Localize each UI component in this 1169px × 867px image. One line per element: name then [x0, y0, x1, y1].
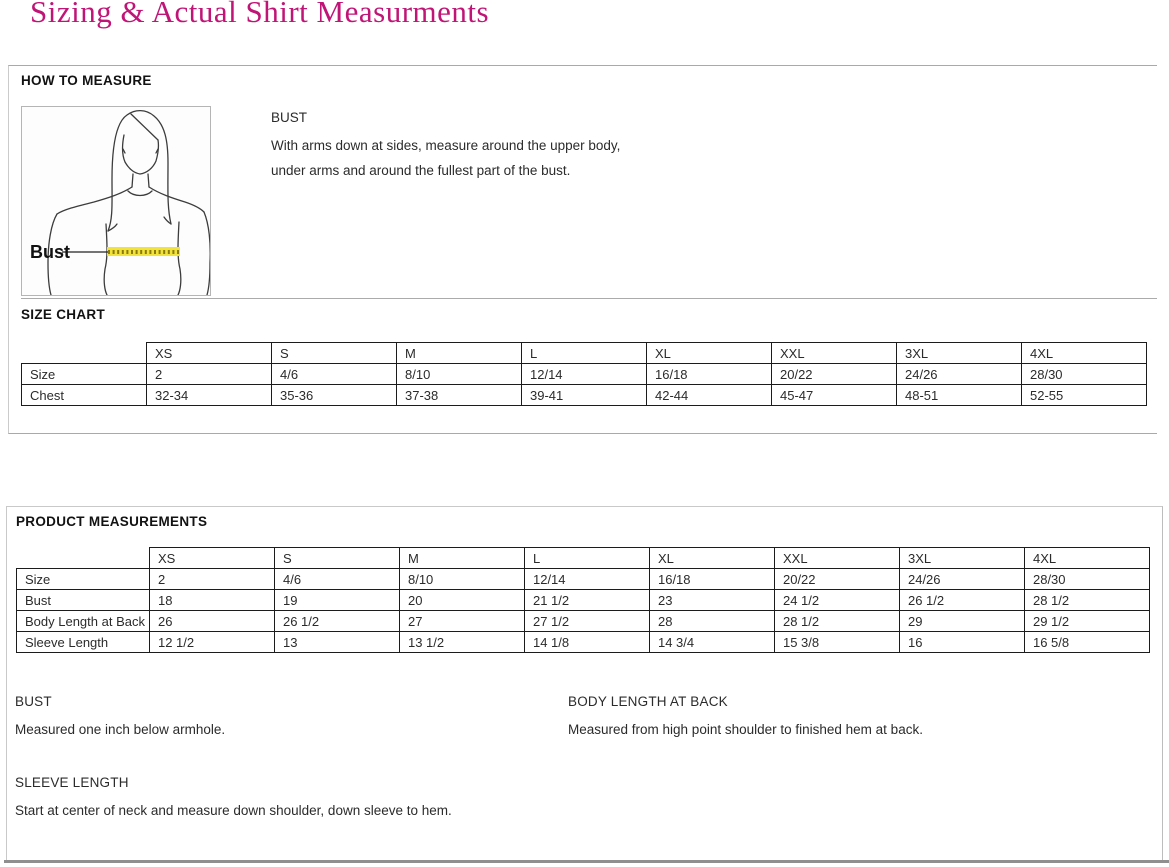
sleeve-length-definition — [15, 775, 452, 818]
bust-definition-text: Measured one inch below armhole. — [15, 722, 226, 737]
table-row — [17, 611, 1150, 632]
measurement-figure — [21, 106, 211, 296]
table-cell: 2 — [147, 364, 272, 385]
product-measurements-table — [16, 547, 1150, 653]
body-length-definition-heading: BODY LENGTH AT BACK — [568, 694, 728, 709]
table-cell: 14 3/4 — [649, 632, 774, 653]
column-header: XS — [149, 548, 274, 569]
product-measurements-section — [6, 506, 1163, 860]
body-length-definition — [568, 694, 923, 737]
how-to-measure-section — [8, 65, 1157, 434]
table-cell: 18 — [149, 590, 274, 611]
size-chart-heading: SIZE CHART — [21, 307, 105, 322]
how-to-measure-heading: HOW TO MEASURE — [21, 73, 152, 88]
bust-instructions — [271, 110, 620, 189]
row-label: Bust — [17, 590, 150, 611]
product-measurements-heading: PRODUCT MEASUREMENTS — [16, 514, 208, 529]
table-cell: 4/6 — [272, 364, 397, 385]
column-header: XL — [647, 343, 772, 364]
table-cell: 37-38 — [397, 385, 522, 406]
row-label: Chest — [22, 385, 147, 406]
table-cell: 26 — [149, 611, 274, 632]
table-cell: 16/18 — [647, 364, 772, 385]
size-chart-table — [21, 342, 1147, 406]
table-row — [22, 385, 1147, 406]
table-cell: 12 1/2 — [149, 632, 274, 653]
bust-figure-label: Bust — [30, 242, 70, 262]
table-cell: 35-36 — [272, 385, 397, 406]
table-cell: 20/22 — [774, 569, 899, 590]
sleeve-length-definition-text: Start at center of neck and measure down shoulder, down sleeve to hem. — [15, 803, 452, 818]
table-row — [17, 569, 1150, 590]
table-cell: 16 5/8 — [1024, 632, 1149, 653]
column-header: M — [399, 548, 524, 569]
column-header: L — [522, 343, 647, 364]
table-cell: 13 — [274, 632, 399, 653]
table-cell: 29 — [899, 611, 1024, 632]
table-cell: 28 — [649, 611, 774, 632]
table-cell: 24/26 — [899, 569, 1024, 590]
table-cell: 32-34 — [147, 385, 272, 406]
table-cell: 26 1/2 — [274, 611, 399, 632]
row-label: Sleeve Length — [17, 632, 150, 653]
header-row — [17, 548, 1150, 569]
table-cell: 8/10 — [397, 364, 522, 385]
table-cell: 28 1/2 — [1024, 590, 1149, 611]
sleeve-length-definition-heading: SLEEVE LENGTH — [15, 775, 129, 790]
table-cell: 28/30 — [1022, 364, 1147, 385]
body-outline-illustration — [22, 107, 210, 295]
table-cell: 29 1/2 — [1024, 611, 1149, 632]
page-title: Sizing & Actual Shirt Measurments — [30, 0, 490, 29]
corner-cell — [22, 343, 147, 364]
table-cell: 13 1/2 — [399, 632, 524, 653]
table-cell: 27 — [399, 611, 524, 632]
header-row — [22, 343, 1147, 364]
table-cell: 52-55 — [1022, 385, 1147, 406]
table-cell: 20/22 — [772, 364, 897, 385]
table-cell: 16/18 — [649, 569, 774, 590]
table-cell: 14 1/8 — [524, 632, 649, 653]
table-cell: 26 1/2 — [899, 590, 1024, 611]
bust-instructions-line1: With arms down at sides, measure around the upper body, — [271, 138, 621, 153]
row-label: Size — [22, 364, 147, 385]
column-header: 3XL — [897, 343, 1022, 364]
table-row — [17, 632, 1150, 653]
column-header: 3XL — [899, 548, 1024, 569]
table-cell: 48-51 — [897, 385, 1022, 406]
column-header: M — [397, 343, 522, 364]
column-header: S — [272, 343, 397, 364]
column-header: XXL — [772, 343, 897, 364]
column-header: XS — [147, 343, 272, 364]
table-cell: 4/6 — [274, 569, 399, 590]
corner-cell — [17, 548, 150, 569]
table-cell: 16 — [899, 632, 1024, 653]
table-cell: 28 1/2 — [774, 611, 899, 632]
table-cell: 21 1/2 — [524, 590, 649, 611]
table-cell: 8/10 — [399, 569, 524, 590]
column-header: XL — [649, 548, 774, 569]
bust-definition-heading: BUST — [15, 694, 52, 709]
bust-definition — [15, 694, 225, 737]
row-label: Body Length at Back — [17, 611, 150, 632]
table-cell: 24/26 — [897, 364, 1022, 385]
table-cell: 2 — [149, 569, 274, 590]
table-cell: 19 — [274, 590, 399, 611]
bust-instructions-line2: under arms and around the fullest part of the bust. — [271, 163, 571, 178]
column-header: L — [524, 548, 649, 569]
body-length-definition-text: Measured from high point shoulder to finished hem at back. — [568, 722, 923, 737]
column-header: 4XL — [1022, 343, 1147, 364]
column-header: 4XL — [1024, 548, 1149, 569]
bust-instructions-heading: BUST — [271, 110, 308, 125]
table-cell: 42-44 — [647, 385, 772, 406]
table-cell: 15 3/8 — [774, 632, 899, 653]
column-header: XXL — [774, 548, 899, 569]
table-cell: 23 — [649, 590, 774, 611]
row-label: Size — [17, 569, 150, 590]
table-cell: 12/14 — [524, 569, 649, 590]
table-row — [22, 364, 1147, 385]
table-cell: 27 1/2 — [524, 611, 649, 632]
table-cell: 12/14 — [522, 364, 647, 385]
table-cell: 20 — [399, 590, 524, 611]
column-header: S — [274, 548, 399, 569]
table-cell: 28/30 — [1024, 569, 1149, 590]
table-cell: 24 1/2 — [774, 590, 899, 611]
table-row — [17, 590, 1150, 611]
table-cell: 39-41 — [522, 385, 647, 406]
bottom-divider — [4, 860, 1169, 863]
size-chart-divider — [21, 298, 1157, 299]
table-cell: 45-47 — [772, 385, 897, 406]
